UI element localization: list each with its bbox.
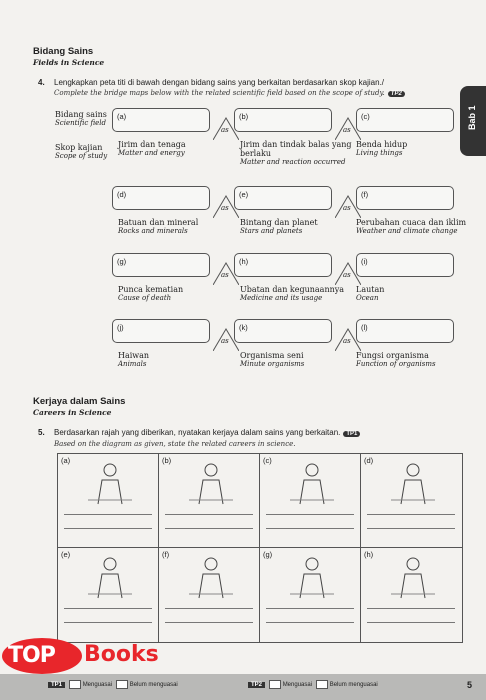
answer-box[interactable] xyxy=(112,253,210,277)
question-4-text-en xyxy=(54,89,405,97)
answer-box-letter: (k) xyxy=(239,323,248,332)
scope-label-ms: Benda hidup xyxy=(356,140,408,149)
answer-box-letter: (a) xyxy=(117,112,127,121)
answer-line[interactable] xyxy=(64,608,152,609)
scope-label-en: Animals xyxy=(118,360,147,368)
nurse-icon xyxy=(383,554,443,600)
tp1-not-mastered-label: Belum menguasai xyxy=(129,682,178,689)
scope-label xyxy=(356,140,474,158)
career-cell xyxy=(260,548,361,642)
career-cell xyxy=(58,548,159,642)
row-label-field-ms: Bidang sains xyxy=(55,110,107,119)
bridge-as-label: as xyxy=(221,126,229,134)
career-cell-letter: (f) xyxy=(162,550,170,559)
lab-workers-icon xyxy=(181,460,241,506)
scope-label-ms: Jirim dan tenaga xyxy=(118,140,186,149)
question-5-number: 5. xyxy=(38,428,45,437)
section-title-careers: Kerjaya dalam Sains xyxy=(33,396,126,407)
section-title-fields: Bidang Sains xyxy=(33,46,94,57)
bridge-as-label: as xyxy=(343,271,351,279)
answer-line[interactable] xyxy=(64,514,152,515)
astronomer-icon xyxy=(383,460,443,506)
logo-books-text: Books xyxy=(84,642,159,667)
answer-line[interactable] xyxy=(266,514,354,515)
answer-line[interactable] xyxy=(64,528,152,529)
scope-label-ms: Organisma seni xyxy=(240,351,304,360)
scope-label xyxy=(240,285,358,303)
scope-label xyxy=(118,218,236,236)
scope-label xyxy=(356,285,474,303)
engineers-icon xyxy=(181,554,241,600)
answer-line[interactable] xyxy=(266,528,354,529)
answer-box-letter: (c) xyxy=(361,112,370,121)
section-subtitle-careers: Careers in Science xyxy=(33,408,112,417)
scope-label xyxy=(240,351,358,369)
scope-label-en: Matter and reaction occurred xyxy=(240,158,346,166)
answer-box-letter: (l) xyxy=(361,323,368,332)
answer-box-letter: (d) xyxy=(117,190,127,199)
question-4-text: Lengkapkan peta titi di bawah dengan bidang sains yang berkaitan berdasarkan skop kajian./ xyxy=(54,78,385,87)
answer-box[interactable] xyxy=(356,319,454,343)
answer-line[interactable] xyxy=(266,608,354,609)
answer-box-letter: (f) xyxy=(361,190,369,199)
question-4-number: 4. xyxy=(38,78,45,87)
scope-label-en: Minute organisms xyxy=(240,360,305,368)
scope-label-ms: Jirim dan tindak balas yang berlaku xyxy=(240,140,352,158)
scope-label xyxy=(356,218,474,236)
scope-label-en: Living things xyxy=(356,149,403,157)
answer-box-letter: (g) xyxy=(117,257,127,266)
footer-tp2-badge: TP2 xyxy=(248,682,265,688)
career-cell-letter: (a) xyxy=(61,456,71,465)
bridge-as-label: as xyxy=(343,126,351,134)
scope-label xyxy=(240,218,358,236)
footer-tp1-badge: TP1 xyxy=(48,682,65,688)
scope-label xyxy=(118,351,236,369)
answer-line[interactable] xyxy=(64,622,152,623)
answer-line[interactable] xyxy=(165,622,253,623)
row-label-scope-ms: Skop kajian xyxy=(55,143,103,152)
answer-box-letter: (e) xyxy=(239,190,249,199)
answer-box[interactable] xyxy=(234,186,332,210)
answer-box[interactable] xyxy=(356,186,454,210)
answer-box[interactable] xyxy=(356,108,454,132)
bridge-as-label: as xyxy=(221,337,229,345)
scope-label xyxy=(118,285,236,303)
scope-label-ms: Lautan xyxy=(356,285,385,294)
row-label-scope xyxy=(55,143,107,161)
row-label-field-en: Scientific field xyxy=(55,119,107,127)
footer-tp2 xyxy=(248,680,378,689)
career-cell-letter: (c) xyxy=(263,456,272,465)
career-cell-letter: (h) xyxy=(364,550,374,559)
scope-label-en: Cause of death xyxy=(118,294,172,302)
answer-box[interactable] xyxy=(112,108,210,132)
answer-line[interactable] xyxy=(367,622,455,623)
veterinarian-icon xyxy=(282,460,342,506)
answer-box-letter: (j) xyxy=(117,323,124,332)
question-5-text-body: Berdasarkan rajah yang diberikan, nyatakan kerjaya dalam sains yang berkaitan. xyxy=(54,428,341,437)
scope-label-ms: Fungsi organisma xyxy=(356,351,429,360)
bridge-as-label: as xyxy=(343,337,351,345)
scope-label xyxy=(118,140,236,158)
bridge-as-label: as xyxy=(221,271,229,279)
answer-box-letter: (i) xyxy=(361,257,368,266)
doctor-icon xyxy=(80,554,140,600)
tp2-not-mastered-label: Belum menguasai xyxy=(329,682,378,689)
scope-label-en: Weather and climate change xyxy=(356,227,458,235)
answer-box-letter: (h) xyxy=(239,257,249,266)
row-label-field xyxy=(55,110,107,128)
chapter-tab-label: Bab 1 xyxy=(467,105,477,130)
tp-badge: TP1 xyxy=(343,431,360,437)
question-5-text xyxy=(54,428,360,437)
question-4-text-en-body: Complete the bridge maps below with the related scientific field based on the scope of study. xyxy=(54,89,385,97)
logo-top-text: TOP xyxy=(8,643,55,668)
answer-line[interactable] xyxy=(165,608,253,609)
career-cell-letter: (d) xyxy=(364,456,374,465)
scope-label-en: Function of organisms xyxy=(356,360,436,368)
scientist-icon xyxy=(80,460,140,506)
answer-box[interactable] xyxy=(234,319,332,343)
careers-grid xyxy=(57,453,463,643)
scope-label-en: Rocks and minerals xyxy=(118,227,188,235)
scope-label-ms: Bintang dan planet xyxy=(240,218,318,227)
scope-label-en: Medicine and its usage xyxy=(240,294,323,302)
scope-label xyxy=(240,140,358,167)
logo-top-badge xyxy=(2,638,82,674)
scope-label-en: Stars and planets xyxy=(240,227,303,235)
answer-line[interactable] xyxy=(266,622,354,623)
career-cell xyxy=(260,454,361,548)
section-subtitle-fields: Fields in Science xyxy=(33,58,105,67)
bridge-as-label: as xyxy=(221,204,229,212)
footer-tp1 xyxy=(48,680,178,689)
answer-line[interactable] xyxy=(367,608,455,609)
tp2-mastered-label: Menguasai xyxy=(282,682,313,689)
career-cell-letter: (e) xyxy=(61,550,71,559)
career-cell xyxy=(159,548,260,642)
career-cell xyxy=(159,454,260,548)
career-cell xyxy=(58,454,159,548)
page-number: 5 xyxy=(466,680,472,690)
scope-label-en: Matter and energy xyxy=(118,149,185,157)
question-5-text-en: Based on the diagram as given, state the related careers in science. xyxy=(54,440,296,448)
answer-box[interactable] xyxy=(356,253,454,277)
career-cell-letter: (g) xyxy=(263,550,273,559)
answer-line[interactable] xyxy=(165,528,253,529)
bridge-as-label: as xyxy=(343,204,351,212)
scope-label-ms: Batuan dan mineral xyxy=(118,218,199,227)
scope-label xyxy=(356,351,474,369)
tp1-not-mastered-checkbox[interactable] xyxy=(116,680,128,689)
tp-badge: TP2 xyxy=(388,91,405,97)
scope-label-ms: Punca kematian xyxy=(118,285,184,294)
teacher-icon xyxy=(282,554,342,600)
scope-label-ms: Perubahan cuaca dan iklim xyxy=(356,218,467,227)
answer-box-letter: (b) xyxy=(239,112,249,121)
answer-line[interactable] xyxy=(165,514,253,515)
answer-box[interactable] xyxy=(112,319,210,343)
career-cell xyxy=(361,548,462,642)
answer-line[interactable] xyxy=(367,514,455,515)
tp1-mastered-checkbox[interactable] xyxy=(69,680,81,689)
scope-label-ms: Haiwan xyxy=(118,351,150,360)
tp1-mastered-label: Menguasai xyxy=(82,682,113,689)
tp2-mastered-checkbox[interactable] xyxy=(269,680,281,689)
answer-box[interactable] xyxy=(112,186,210,210)
footer-bar xyxy=(0,674,486,700)
scope-label-ms: Ubatan dan kegunaannya xyxy=(240,285,345,294)
career-cell-letter: (b) xyxy=(162,456,172,465)
scope-label-en: Ocean xyxy=(356,294,379,302)
answer-box[interactable] xyxy=(234,253,332,277)
answer-box[interactable] xyxy=(234,108,332,132)
tp2-not-mastered-checkbox[interactable] xyxy=(316,680,328,689)
row-label-scope-en: Scope of study xyxy=(55,152,108,160)
answer-line[interactable] xyxy=(367,528,455,529)
career-cell xyxy=(361,454,462,548)
